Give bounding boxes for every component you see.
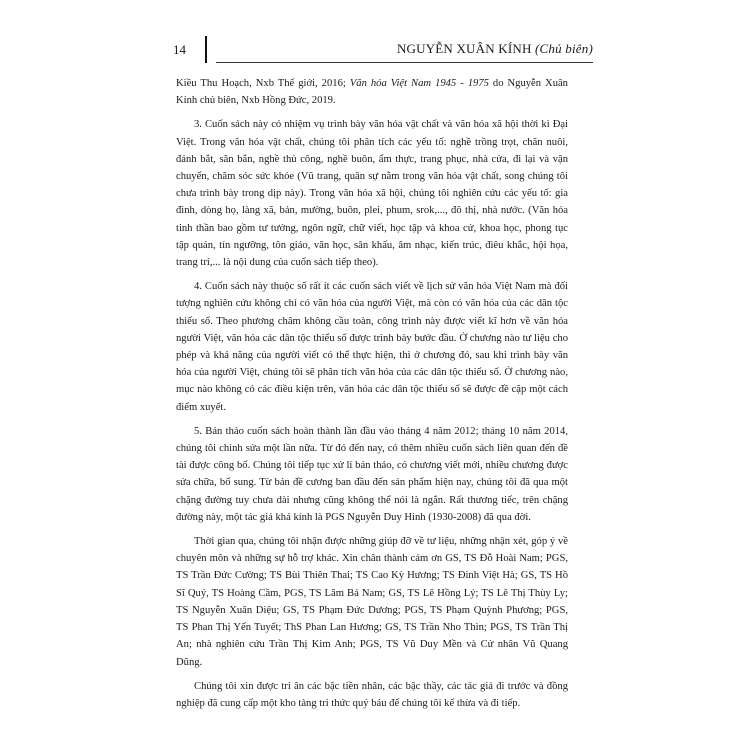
paragraph-continued — [176, 75, 568, 109]
author-name: NGUYỄN XUÂN KÍNH — [396, 41, 532, 56]
body-text — [176, 75, 568, 712]
paragraph-3: 3. Cuốn sách này có nhiệm vụ trình bày văn hóa vật chất và văn hóa xã hội thời kì Đại Việt. Trong văn hóa vật chất, chúng tôi phân tích các yếu tố: nghề trồng trọt, chăn nuôi, đánh bắt, săn bắn, nghề thủ công, nghề buôn, ẩm thực, trang phục, nhà cửa, đi lại và vận chuyển, chăm sóc sức khỏe (Vũ trang, quân sự nằm trong văn hóa vật chất, song chúng tôi chưa trình bày trong dịp này). Trong văn hóa xã hội, chúng tôi nghiên cứu các yếu tố: gia đình, dòng họ, làng xã, bản, mường, buôn, plei, phum, srok,..., đô thị, nhà nước. (Văn hóa tinh thần bao gồm tư tưởng, ngôn ngữ, chữ viết, học tập và khoa cử, khoa học, phong tục tập quán, tín ngưỡng, tôn giáo, văn học, sân khấu, âm nhạc, kiến trúc, điêu khắc, hội họa, trang trí,... là nội dung của cuốn sách tiếp theo). — [176, 119, 568, 269]
book-title: Văn hóa Việt Nam 1945 - 1975 — [349, 78, 489, 89]
header-rule — [216, 62, 593, 63]
paragraph-5: 5. Bản thảo cuốn sách hoàn thành lần đầu vào tháng 4 năm 2012; tháng 10 năm 2014, chúng tôi chỉnh sửa một lần nữa. Từ đó đến nay, có thêm nhiều cuốn sách liên quan đến đề tài được công bố. Chúng tôi tiếp tục xử lí bản thảo, có chương viết mới, nhiều chương được sửa chữa, bổ sung. Từ bản đề cương ban đầu đến sản phẩm hiện nay, chúng tôi đã qua một chặng đường tuy chưa dài nhưng cũng không thể nói là ngắn. Rất thương tiếc, trên chặng đường này, một tác giả khả kính là PGS Nguyễn Duy Hinh (1930-2008) đã qua đời. — [176, 425, 568, 523]
paragraph-gratitude: Chúng tôi xin được tri ân các bậc tiền nhân, các bậc thầy, các tác giả đi trước và đồng nghiệp đã cung cấp một kho tàng tri thức quý báu để chúng tôi kế thừa và đi tiếp. — [176, 680, 568, 709]
text-run: do Nguyễn Xuân Kính chủ biên, Nxb Hồng Đức, 2019. — [176, 78, 568, 107]
running-title — [397, 41, 593, 57]
paragraph-4: 4. Cuốn sách này thuộc số rất ít các cuốn sách viết về lịch sử văn hóa Việt Nam mà đối tượng nghiên cứu không chỉ có văn hóa của người Việt, mà còn có văn hóa của các dân tộc thiểu số. Theo phương châm không cầu toàn, công trình này được viết kĩ hơn về văn hóa người Việt, văn hóa các dân tộc thiểu số được trình bày bước đầu. Ở chương nào tư liệu cho phép và khả năng của người viết có thể thực hiện, thì ở chương đó, sau khi trình bày văn hóa của người Việt, chúng tôi sẽ phân tích văn hóa của các dân tộc thiểu số. Ở chương nào, mục nào không có các điều kiện trên, văn hóa các dân tộc thiểu số sẽ được đề cập một cách điểm xuyết. — [176, 281, 568, 413]
text-run: Kiều Thu Hoạch, Nxb Thế giới, 2016; — [176, 78, 350, 89]
paragraph-acknowledgements: Thời gian qua, chúng tôi nhận được những giúp đỡ về tư liệu, những nhận xét, góp ý về chuyên môn và những sự hỗ trợ khác. Xin chân thành cảm ơn GS, TS Đỗ Hoài Nam; PGS, TS Trần Đức Cường; TS Bùi Thiên Thai; TS Cao Kỳ Hương; TS Đinh Việt Hà; GS, TS Hồ Sĩ Quý, TS Hoàng Cầm, PGS, TS Lâm Bá Nam; GS, TS Lê Hồng Lý; TS Lê Thị Thùy Ly; TS Nguyễn Xuân Diệu; GS, TS Phạm Đức Dương; PGS, TS Phạm Quỳnh Phương; PGS, TS Phan Thị Yến Tuyết; ThS Phan Lan Hương; GS, TS Trần Nho Thìn; PGS, TS Trần Thị An; nhà nghiên cứu Trần Thị Kim Anh; PGS, TS Vũ Duy Mền và Cử nhân Vũ Quang Dũng. — [176, 536, 568, 668]
page-number: 14 — [173, 42, 186, 57]
editor-tag: (Chủ biên) — [535, 41, 593, 56]
running-header — [173, 36, 593, 66]
header-vertical-bar — [205, 36, 207, 63]
